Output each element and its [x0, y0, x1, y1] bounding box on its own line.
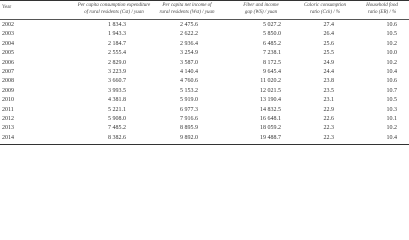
- table-cell-col5: 10.4: [386, 69, 397, 75]
- table-cell-col2: 2 475.6: [180, 22, 198, 28]
- table-row: [0, 87, 409, 96]
- table-cell-col5: 10.2: [386, 59, 397, 66]
- table-cell-col1: 2 555.4: [108, 50, 126, 57]
- table-cell-year: 2004: [2, 40, 14, 47]
- table-cell-col4: 22.6: [323, 116, 334, 122]
- table-cell-col5: 10.6: [386, 22, 397, 28]
- table-cell-col4: 27.4: [323, 22, 334, 28]
- table-cell-col3: 19 488.7: [260, 134, 281, 141]
- table-row: [0, 134, 409, 143]
- table-cell-year: 2014: [2, 134, 14, 141]
- header-gap-line2: gap (WS) / yuan: [244, 10, 278, 15]
- table-cell-col3: 14 832.5: [260, 106, 281, 113]
- table-cell-col4: 22.3: [323, 134, 334, 141]
- table-cell-col3: 5 027.2: [263, 22, 281, 28]
- table-cell-col2: 6 977.3: [180, 106, 198, 113]
- table-cell-col4: 23.1: [323, 97, 334, 104]
- table-cell-col4: 24.4: [323, 69, 334, 75]
- table-cell-col3: 5 850.0: [263, 31, 281, 38]
- table-cell-year: 2003: [2, 31, 14, 38]
- table-cell-col1: 3 223.9: [108, 69, 126, 75]
- table-cell-col2: 2 622.2: [180, 31, 198, 38]
- header-caloric-line1: Caloric consumption: [303, 3, 347, 8]
- header-income: [138, 2, 236, 18]
- table-cell-year: 2008: [2, 78, 14, 85]
- header-year-label: Year: [2, 5, 12, 10]
- table-cell-col2: 3 254.9: [180, 50, 198, 57]
- table-cell-col3: 7 238.1: [263, 50, 281, 57]
- table-cell-col4: 22.3: [323, 125, 334, 132]
- table-cell-col2: 5 153.2: [180, 87, 198, 94]
- table-cell-year: 2009: [2, 87, 14, 94]
- table-cell-col2: 2 936.4: [180, 40, 198, 47]
- table-cell-col2: 8 895.9: [180, 125, 198, 132]
- top-rule: [0, 0, 409, 1]
- header-food-ratio-line1: Household food: [366, 3, 398, 8]
- header-gap: [226, 2, 296, 18]
- table-row: [0, 59, 409, 68]
- table-cell-col4: 26.4: [323, 31, 334, 38]
- table-row: [0, 124, 409, 133]
- table-row: [0, 115, 409, 124]
- header-rule: [0, 19, 409, 20]
- table-cell-col5: 10.7: [386, 87, 397, 94]
- table-cell-col5: 10.1: [386, 116, 397, 122]
- table-cell-col5: 10.0: [386, 50, 397, 57]
- header-income-line2: rural residents (Wst) / yuan: [159, 10, 215, 15]
- table-cell-col3: 12 021.5: [260, 87, 281, 94]
- table-cell-col5: 10.6: [386, 78, 397, 85]
- header-consumption-line2: of rural residents (Cst) / yuan: [84, 10, 144, 15]
- table-cell-col2: 9 892.0: [180, 134, 198, 141]
- table-cell-col1: 1 834.3: [108, 22, 126, 28]
- header-caloric: [295, 2, 355, 18]
- table-cell-col3: 18 059.2: [260, 125, 281, 132]
- table-cell-year: 2006: [2, 59, 14, 66]
- table-cell-col4: 25.6: [323, 40, 334, 47]
- table-row: [0, 21, 409, 30]
- table-cell-year: 2002: [2, 22, 14, 28]
- table-cell-year: 2007: [2, 69, 14, 75]
- table-cell-col5: 10.5: [386, 31, 397, 38]
- header-income-line1: Per capita net income of: [162, 3, 212, 8]
- table-row: [0, 77, 409, 86]
- header-gap-line1: Fiber and income: [243, 3, 279, 8]
- table-cell-col1: 1 943.3: [108, 31, 126, 38]
- table-cell-year: 2010: [2, 97, 14, 104]
- table-cell-col1: 2 184.7: [108, 40, 126, 47]
- header-year: [2, 4, 32, 20]
- table-cell-col5: 10.2: [386, 125, 397, 132]
- table-cell-col1: 3 993.5: [108, 87, 126, 94]
- table-row: [0, 68, 409, 77]
- table-cell-col1: 8 382.6: [108, 134, 126, 141]
- table-cell-col1: 4 381.8: [108, 97, 126, 104]
- table-cell-col5: 10.4: [386, 134, 397, 141]
- table-cell-year: 2013: [2, 125, 14, 132]
- table-cell-year: 2012: [2, 116, 14, 122]
- table-cell-col2: 7 916.6: [180, 116, 198, 122]
- table-row: [0, 96, 409, 105]
- table-cell-col3: 11 020.2: [260, 78, 281, 85]
- table-cell-col2: 4 140.4: [180, 69, 198, 75]
- header-food-ratio: [356, 2, 408, 18]
- table-cell-col3: 13 190.4: [260, 97, 281, 104]
- table-cell-col2: 5 919.0: [180, 97, 198, 104]
- table-cell-col3: 9 645.4: [263, 69, 281, 75]
- table-cell-col1: 5 221.1: [108, 106, 126, 113]
- table-cell-col4: 24.9: [323, 59, 334, 66]
- header-food-ratio-line2: ratio (ER) / %: [367, 10, 397, 15]
- table-cell-col3: 6 485.2: [263, 40, 281, 47]
- table-cell-col5: 10.3: [386, 106, 397, 113]
- table-cell-col4: 22.9: [323, 106, 334, 113]
- table-row: [0, 49, 409, 58]
- table-cell-col3: 16 648.1: [260, 116, 281, 122]
- table-cell-col3: 8 172.5: [263, 59, 281, 66]
- table-cell-year: 2005: [2, 50, 14, 57]
- header-consumption-line1: Per capita consumption expenditure: [77, 3, 151, 8]
- table-row: [0, 106, 409, 115]
- table-cell-col4: 23.5: [323, 87, 334, 94]
- table-cell-col5: 10.2: [386, 40, 397, 47]
- table-cell-col4: 23.8: [323, 78, 334, 85]
- bottom-rule: [0, 144, 409, 145]
- header-caloric-line2: ratio (Cck) / %: [309, 10, 341, 15]
- table-row: [0, 30, 409, 39]
- table-cell-col5: 10.5: [386, 97, 397, 104]
- table-cell-col1: 5 908.0: [108, 116, 126, 122]
- table-cell-col1: 2 829.0: [108, 59, 126, 66]
- table-cell-col4: 25.5: [323, 50, 334, 57]
- table-cell-col1: 3 660.7: [108, 78, 126, 85]
- table-cell-year: 2011: [2, 106, 14, 113]
- table-cell-col2: 4 760.6: [180, 78, 198, 85]
- table-row: [0, 40, 409, 49]
- table-cell-col2: 3 587.0: [180, 59, 198, 66]
- table-cell-col1: 7 485.2: [108, 125, 126, 132]
